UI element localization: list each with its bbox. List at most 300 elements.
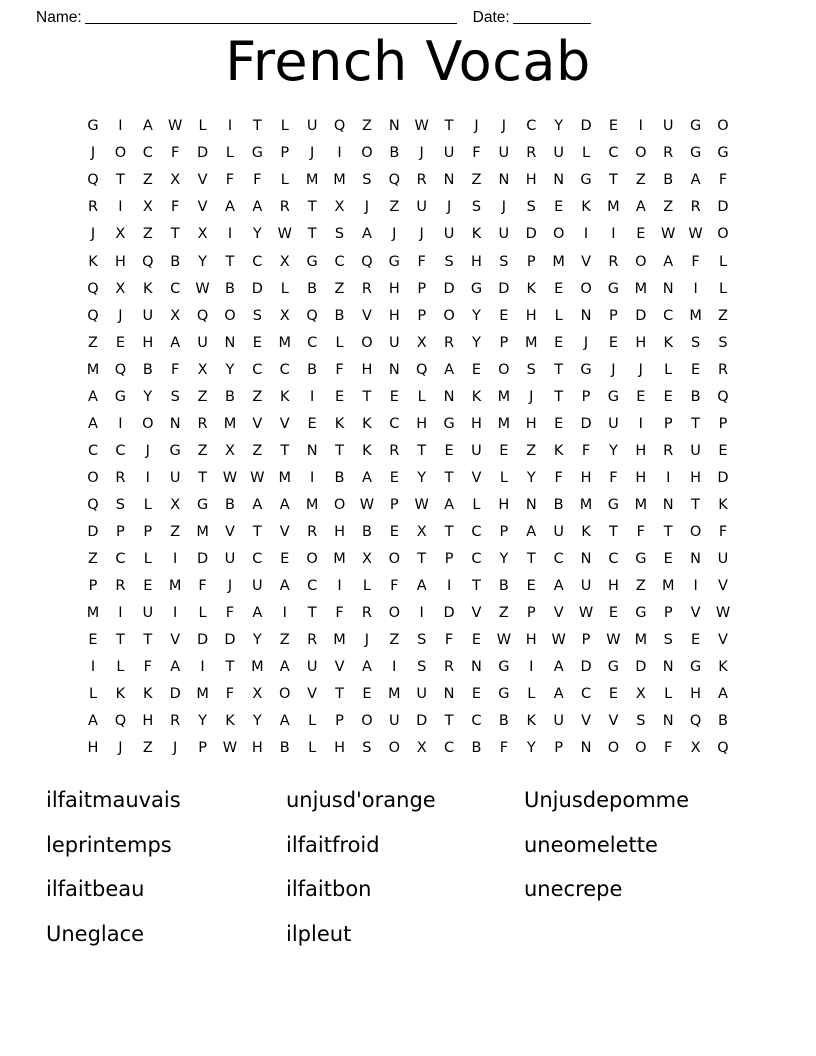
grid-cell[interactable]: A [718, 686, 728, 703]
grid-cell[interactable]: U [553, 713, 564, 730]
grid-cell[interactable]: W [414, 496, 429, 513]
grid-cell[interactable]: B [224, 388, 235, 405]
grid-cell[interactable]: C [307, 334, 318, 351]
grid-cell[interactable]: M [168, 578, 182, 595]
grid-cell[interactable]: S [499, 253, 509, 270]
grid-cell[interactable]: R [307, 632, 318, 649]
grid-cell[interactable]: A [279, 659, 290, 676]
grid-cell[interactable]: Q [114, 361, 127, 378]
grid-cell[interactable]: A [444, 496, 455, 513]
grid-cell[interactable]: K [143, 280, 153, 297]
grid-cell[interactable]: H [251, 740, 263, 757]
grid-cell[interactable]: P [280, 145, 290, 162]
grid-cell[interactable]: V [170, 632, 181, 649]
grid-cell[interactable]: M [278, 334, 291, 351]
grid-cell[interactable]: V [581, 713, 591, 730]
grid-cell[interactable]: Y [499, 551, 509, 568]
grid-cell[interactable]: H [635, 442, 647, 459]
grid-cell[interactable]: F [718, 172, 728, 189]
grid-cell[interactable]: G [607, 280, 620, 297]
grid-cell[interactable]: O [388, 551, 401, 568]
grid-cell[interactable]: G [87, 118, 99, 135]
grid-cell[interactable]: F [198, 578, 207, 595]
grid-cell[interactable]: L [499, 469, 508, 486]
grid-cell[interactable]: S [170, 388, 180, 405]
grid-cell[interactable]: W [250, 469, 265, 486]
grid-cell[interactable]: N [471, 659, 482, 676]
grid-cell[interactable]: U [553, 145, 564, 162]
grid-cell[interactable]: X [416, 334, 427, 351]
grid-cell[interactable]: S [115, 496, 125, 513]
grid-cell[interactable]: I [446, 578, 452, 595]
grid-cell[interactable]: W [195, 280, 210, 297]
grid-cell[interactable]: I [693, 578, 698, 595]
grid-cell[interactable]: E [691, 361, 701, 378]
grid-cell[interactable]: Z [170, 523, 181, 540]
grid-cell[interactable]: S [417, 659, 427, 676]
grid-cell[interactable]: F [636, 523, 645, 540]
grid-cell[interactable]: E [499, 442, 509, 459]
grid-cell[interactable]: T [444, 118, 454, 135]
grid-cell[interactable]: K [526, 713, 537, 730]
grid-cell[interactable]: G [580, 361, 592, 378]
grid-cell[interactable]: I [309, 388, 315, 405]
grid-cell[interactable]: N [224, 334, 236, 351]
grid-cell[interactable]: F [609, 469, 618, 486]
grid-cell[interactable]: T [115, 172, 125, 189]
grid-cell[interactable]: B [471, 740, 482, 757]
grid-cell[interactable]: E [389, 523, 399, 540]
grid-cell[interactable]: O [607, 740, 620, 757]
grid-cell[interactable]: L [308, 740, 317, 757]
grid-cell[interactable]: J [90, 226, 96, 243]
grid-cell[interactable]: I [173, 605, 178, 622]
grid-cell[interactable]: Z [252, 442, 263, 459]
grid-cell[interactable]: T [143, 632, 153, 649]
grid-cell[interactable]: T [307, 199, 317, 216]
grid-cell[interactable]: O [635, 740, 647, 757]
grid-cell[interactable]: F [253, 172, 262, 189]
grid-cell[interactable]: F [171, 145, 180, 162]
grid-cell[interactable]: E [389, 388, 399, 405]
grid-cell[interactable]: X [170, 307, 181, 324]
grid-cell[interactable]: U [498, 226, 510, 243]
grid-cell[interactable]: D [443, 280, 455, 297]
grid-cell[interactable]: T [444, 469, 454, 486]
grid-cell[interactable]: H [690, 469, 702, 486]
grid-cell[interactable]: Z [361, 118, 372, 135]
grid-cell[interactable]: M [86, 605, 100, 622]
grid-cell[interactable]: I [337, 578, 342, 595]
grid-cell[interactable]: W [414, 118, 429, 135]
grid-cell[interactable]: B [498, 578, 509, 595]
grid-cell[interactable]: I [282, 605, 287, 622]
grid-cell[interactable]: J [529, 388, 534, 405]
grid-cell[interactable]: C [142, 145, 153, 162]
grid-cell[interactable]: E [471, 686, 482, 703]
grid-cell[interactable]: C [307, 578, 318, 595]
grid-cell[interactable]: A [279, 578, 290, 595]
grid-cell[interactable]: U [443, 145, 455, 162]
grid-cell[interactable]: J [638, 361, 643, 378]
grid-cell[interactable]: Q [689, 713, 702, 730]
grid-cell[interactable]: H [690, 686, 702, 703]
word-list-item[interactable]: ilfaitmauvais [46, 788, 181, 812]
grid-cell[interactable]: M [305, 496, 319, 513]
grid-cell[interactable]: I [666, 469, 671, 486]
grid-cell[interactable]: K [471, 226, 482, 243]
grid-cell[interactable]: D [443, 605, 455, 622]
grid-cell[interactable]: X [197, 361, 208, 378]
grid-cell[interactable]: O [361, 334, 373, 351]
grid-cell[interactable]: V [690, 605, 701, 622]
grid-cell[interactable]: S [663, 632, 673, 649]
grid-cell[interactable]: J [611, 361, 616, 378]
grid-cell[interactable]: F [581, 442, 591, 459]
grid-cell[interactable]: A [88, 713, 98, 730]
grid-cell[interactable]: T [609, 172, 618, 189]
grid-cell[interactable]: G [607, 496, 620, 513]
grid-cell[interactable]: N [388, 118, 400, 135]
grid-cell[interactable]: O [279, 686, 291, 703]
grid-cell[interactable]: D [87, 523, 99, 540]
grid-cell[interactable]: E [471, 361, 482, 378]
grid-cell[interactable]: R [279, 199, 290, 216]
grid-cell[interactable]: Y [198, 253, 207, 270]
grid-cell[interactable]: Q [196, 307, 209, 324]
grid-cell[interactable]: S [444, 253, 454, 270]
grid-cell[interactable]: R [307, 523, 318, 540]
grid-cell[interactable]: U [662, 118, 674, 135]
grid-cell[interactable]: E [663, 388, 673, 405]
grid-cell[interactable]: O [498, 361, 510, 378]
grid-cell[interactable]: V [197, 199, 208, 216]
grid-cell[interactable]: J [501, 199, 506, 216]
grid-cell[interactable]: N [662, 659, 674, 676]
word-list-item[interactable]: leprintemps [46, 832, 172, 857]
grid-cell[interactable]: O [361, 713, 373, 730]
grid-cell[interactable]: H [525, 632, 537, 649]
grid-cell[interactable]: E [608, 605, 619, 622]
grid-cell[interactable]: R [361, 605, 372, 622]
grid-cell[interactable]: O [717, 226, 729, 243]
grid-cell[interactable]: L [143, 551, 152, 568]
grid-cell[interactable]: E [526, 578, 536, 595]
grid-cell[interactable]: T [417, 442, 427, 459]
grid-cell[interactable]: Z [88, 551, 98, 568]
grid-cell[interactable]: K [526, 280, 537, 297]
grid-cell[interactable]: Y [252, 226, 262, 243]
grid-cell[interactable]: B [498, 713, 509, 730]
grid-cell[interactable]: F [171, 361, 180, 378]
grid-cell[interactable]: A [690, 172, 701, 189]
grid-cell[interactable]: O [333, 496, 346, 513]
grid-cell[interactable]: R [416, 172, 427, 189]
grid-cell[interactable]: D [580, 659, 592, 676]
grid-cell[interactable]: M [525, 334, 538, 351]
grid-cell[interactable]: E [691, 632, 701, 649]
grid-cell[interactable]: Z [142, 172, 153, 189]
grid-cell[interactable]: N [580, 307, 592, 324]
grid-cell[interactable]: A [553, 686, 564, 703]
grid-cell[interactable]: H [142, 713, 154, 730]
grid-cell[interactable]: R [663, 442, 674, 459]
grid-cell[interactable]: A [170, 334, 181, 351]
grid-cell[interactable]: X [279, 253, 290, 270]
grid-cell[interactable]: Q [142, 253, 154, 270]
grid-cell[interactable]: V [581, 253, 591, 270]
grid-cell[interactable]: S [526, 199, 536, 216]
grid-cell[interactable]: U [553, 523, 564, 540]
grid-cell[interactable]: K [581, 199, 591, 216]
grid-cell[interactable]: T [170, 226, 180, 243]
word-list-item[interactable]: uneomelette [524, 832, 658, 857]
grid-cell[interactable]: N [306, 442, 318, 459]
grid-cell[interactable]: K [553, 442, 564, 459]
grid-cell[interactable]: A [252, 496, 263, 513]
grid-cell[interactable]: W [715, 605, 731, 622]
word-list-item[interactable]: ilfaitbon [286, 877, 372, 902]
grid-cell[interactable]: V [307, 686, 318, 703]
grid-cell[interactable]: B [142, 361, 153, 378]
grid-cell[interactable]: P [444, 551, 454, 568]
grid-cell[interactable]: C [580, 686, 592, 703]
grid-cell[interactable]: T [554, 388, 564, 405]
grid-cell[interactable]: H [142, 334, 154, 351]
grid-cell[interactable]: I [419, 605, 424, 622]
grid-cell[interactable]: L [308, 713, 317, 730]
grid-cell[interactable]: R [170, 713, 181, 730]
grid-cell[interactable]: U [197, 334, 208, 351]
name-write-in-line[interactable] [85, 11, 457, 24]
grid-cell[interactable]: B [170, 253, 181, 270]
grid-cell[interactable]: P [581, 388, 591, 405]
grid-cell[interactable]: C [87, 442, 99, 459]
grid-cell[interactable]: L [362, 578, 371, 595]
grid-cell[interactable]: V [225, 523, 235, 540]
grid-cell[interactable]: Y [554, 118, 564, 135]
grid-cell[interactable]: U [169, 469, 181, 486]
grid-cell[interactable]: G [470, 280, 483, 297]
grid-cell[interactable]: Z [197, 442, 208, 459]
grid-cell[interactable]: E [307, 415, 317, 432]
grid-cell[interactable]: A [526, 523, 537, 540]
grid-cell[interactable]: L [417, 388, 426, 405]
grid-cell[interactable]: S [362, 740, 372, 757]
grid-cell[interactable]: X [197, 226, 208, 243]
grid-cell[interactable]: W [222, 740, 238, 757]
grid-cell[interactable]: G [443, 415, 455, 432]
grid-cell[interactable]: I [118, 118, 123, 135]
grid-cell[interactable]: M [251, 659, 264, 676]
grid-cell[interactable]: A [279, 496, 290, 513]
grid-cell[interactable]: C [526, 118, 537, 135]
grid-cell[interactable]: N [443, 388, 455, 405]
grid-cell[interactable]: O [388, 740, 401, 757]
grid-cell[interactable]: D [580, 415, 592, 432]
grid-cell[interactable]: N [580, 551, 592, 568]
grid-cell[interactable]: I [173, 551, 178, 568]
grid-cell[interactable]: J [419, 226, 424, 243]
grid-cell[interactable]: M [497, 415, 511, 432]
grid-cell[interactable]: D [525, 226, 537, 243]
grid-cell[interactable]: X [224, 442, 235, 459]
grid-cell[interactable]: L [116, 659, 125, 676]
grid-cell[interactable]: R [115, 469, 126, 486]
grid-cell[interactable]: O [114, 145, 127, 162]
grid-cell[interactable]: B [718, 713, 728, 730]
grid-cell[interactable]: I [227, 226, 233, 243]
grid-cell[interactable]: W [606, 632, 621, 649]
grid-cell[interactable]: E [554, 199, 564, 216]
grid-cell[interactable]: E [444, 442, 454, 459]
grid-cell[interactable]: Q [717, 388, 729, 405]
grid-cell[interactable]: E [608, 118, 619, 135]
grid-cell[interactable]: B [334, 469, 345, 486]
grid-cell[interactable]: M [223, 415, 237, 432]
grid-cell[interactable]: B [224, 280, 235, 297]
word-list-item[interactable]: unecrepe [524, 877, 623, 902]
grid-cell[interactable]: J [364, 632, 370, 649]
grid-cell[interactable]: Z [471, 172, 482, 189]
grid-cell[interactable]: K [362, 415, 372, 432]
grid-cell[interactable]: N [553, 172, 565, 189]
grid-cell[interactable]: O [717, 118, 729, 135]
grid-cell[interactable]: Z [142, 740, 153, 757]
grid-cell[interactable]: G [196, 496, 209, 513]
grid-cell[interactable]: C [115, 442, 126, 459]
grid-cell[interactable]: O [388, 605, 401, 622]
grid-cell[interactable]: L [280, 118, 289, 135]
grid-cell[interactable]: D [717, 199, 729, 216]
grid-cell[interactable]: C [334, 253, 345, 270]
grid-cell[interactable]: M [689, 307, 702, 324]
grid-cell[interactable]: I [611, 226, 616, 243]
grid-cell[interactable]: U [252, 578, 263, 595]
grid-cell[interactable]: M [388, 686, 401, 703]
grid-cell[interactable]: S [252, 307, 262, 324]
grid-cell[interactable]: X [416, 740, 427, 757]
grid-cell[interactable]: M [607, 199, 620, 216]
grid-cell[interactable]: T [362, 388, 372, 405]
grid-cell[interactable]: I [583, 226, 589, 243]
grid-cell[interactable]: D [196, 551, 209, 568]
grid-cell[interactable]: G [607, 659, 620, 676]
grid-cell[interactable]: W [578, 605, 594, 622]
grid-cell[interactable]: L [198, 605, 207, 622]
grid-cell[interactable]: H [498, 496, 510, 513]
grid-cell[interactable]: F [225, 686, 235, 703]
grid-cell[interactable]: L [664, 361, 673, 378]
grid-cell[interactable]: M [634, 496, 648, 513]
grid-cell[interactable]: R [663, 145, 674, 162]
grid-cell[interactable]: L [225, 145, 234, 162]
grid-cell[interactable]: P [417, 280, 427, 297]
grid-cell[interactable]: U [416, 199, 427, 216]
grid-cell[interactable]: A [361, 226, 372, 243]
word-list-item[interactable]: unjusd'orange [286, 788, 436, 812]
grid-cell[interactable]: O [635, 253, 647, 270]
grid-cell[interactable]: W [551, 632, 566, 649]
grid-cell[interactable]: B [361, 523, 372, 540]
grid-cell[interactable]: H [525, 307, 537, 324]
grid-cell[interactable]: K [581, 523, 591, 540]
grid-cell[interactable]: F [664, 740, 673, 757]
grid-cell[interactable]: F [718, 523, 728, 540]
grid-cell[interactable]: E [608, 334, 619, 351]
grid-cell[interactable]: C [252, 253, 263, 270]
grid-cell[interactable]: O [142, 415, 154, 432]
grid-cell[interactable]: R [115, 578, 126, 595]
grid-cell[interactable]: N [388, 361, 400, 378]
grid-cell[interactable]: K [88, 253, 98, 270]
grid-cell[interactable]: Y [143, 388, 153, 405]
grid-cell[interactable]: X [690, 740, 701, 757]
word-list-item[interactable]: Unjusdepomme [524, 788, 690, 812]
grid-cell[interactable]: E [471, 632, 482, 649]
grid-cell[interactable]: D [196, 145, 209, 162]
grid-cell[interactable]: O [443, 307, 455, 324]
grid-cell[interactable]: X [115, 280, 126, 297]
grid-cell[interactable]: F [417, 253, 426, 270]
grid-cell[interactable]: T [252, 523, 262, 540]
grid-cell[interactable]: I [90, 659, 96, 676]
grid-cell[interactable]: F [335, 361, 344, 378]
grid-cell[interactable]: L [664, 686, 673, 703]
grid-cell[interactable]: S [362, 172, 372, 189]
grid-cell[interactable]: W [496, 632, 512, 649]
grid-cell[interactable]: N [525, 496, 537, 513]
grid-cell[interactable]: N [169, 415, 181, 432]
grid-cell[interactable]: W [168, 118, 183, 135]
grid-cell[interactable]: F [499, 740, 509, 757]
grid-cell[interactable]: D [498, 280, 510, 297]
grid-cell[interactable]: X [334, 199, 345, 216]
grid-cell[interactable]: H [471, 415, 482, 432]
grid-cell[interactable]: F [691, 253, 700, 270]
grid-cell[interactable]: C [608, 551, 619, 568]
grid-cell[interactable]: Q [717, 740, 729, 757]
grid-cell[interactable]: K [115, 686, 126, 703]
grid-cell[interactable]: C [471, 713, 482, 730]
grid-cell[interactable]: L [554, 307, 563, 324]
grid-cell[interactable]: D [635, 659, 647, 676]
grid-cell[interactable]: C [115, 551, 126, 568]
grid-cell[interactable]: R [361, 280, 372, 297]
grid-cell[interactable]: I [118, 415, 123, 432]
grid-cell[interactable]: O [306, 551, 318, 568]
grid-cell[interactable]: L [527, 686, 536, 703]
grid-cell[interactable]: H [635, 469, 647, 486]
grid-cell[interactable]: H [87, 740, 99, 757]
grid-cell[interactable]: Q [87, 496, 99, 513]
grid-cell[interactable]: T [335, 686, 344, 703]
grid-cell[interactable]: J [309, 145, 315, 162]
grid-cell[interactable]: V [553, 605, 564, 622]
grid-cell[interactable]: E [636, 226, 646, 243]
grid-cell[interactable]: V [718, 578, 728, 595]
grid-cell[interactable]: H [388, 280, 400, 297]
grid-cell[interactable]: Y [252, 713, 262, 730]
grid-cell[interactable]: M [661, 578, 675, 595]
grid-cell[interactable]: T [225, 659, 235, 676]
grid-cell[interactable]: P [526, 605, 536, 622]
grid-cell[interactable]: G [689, 659, 702, 676]
grid-cell[interactable]: E [143, 578, 153, 595]
grid-cell[interactable]: H [471, 253, 482, 270]
grid-cell[interactable]: R [444, 334, 455, 351]
grid-cell[interactable]: P [499, 334, 509, 351]
